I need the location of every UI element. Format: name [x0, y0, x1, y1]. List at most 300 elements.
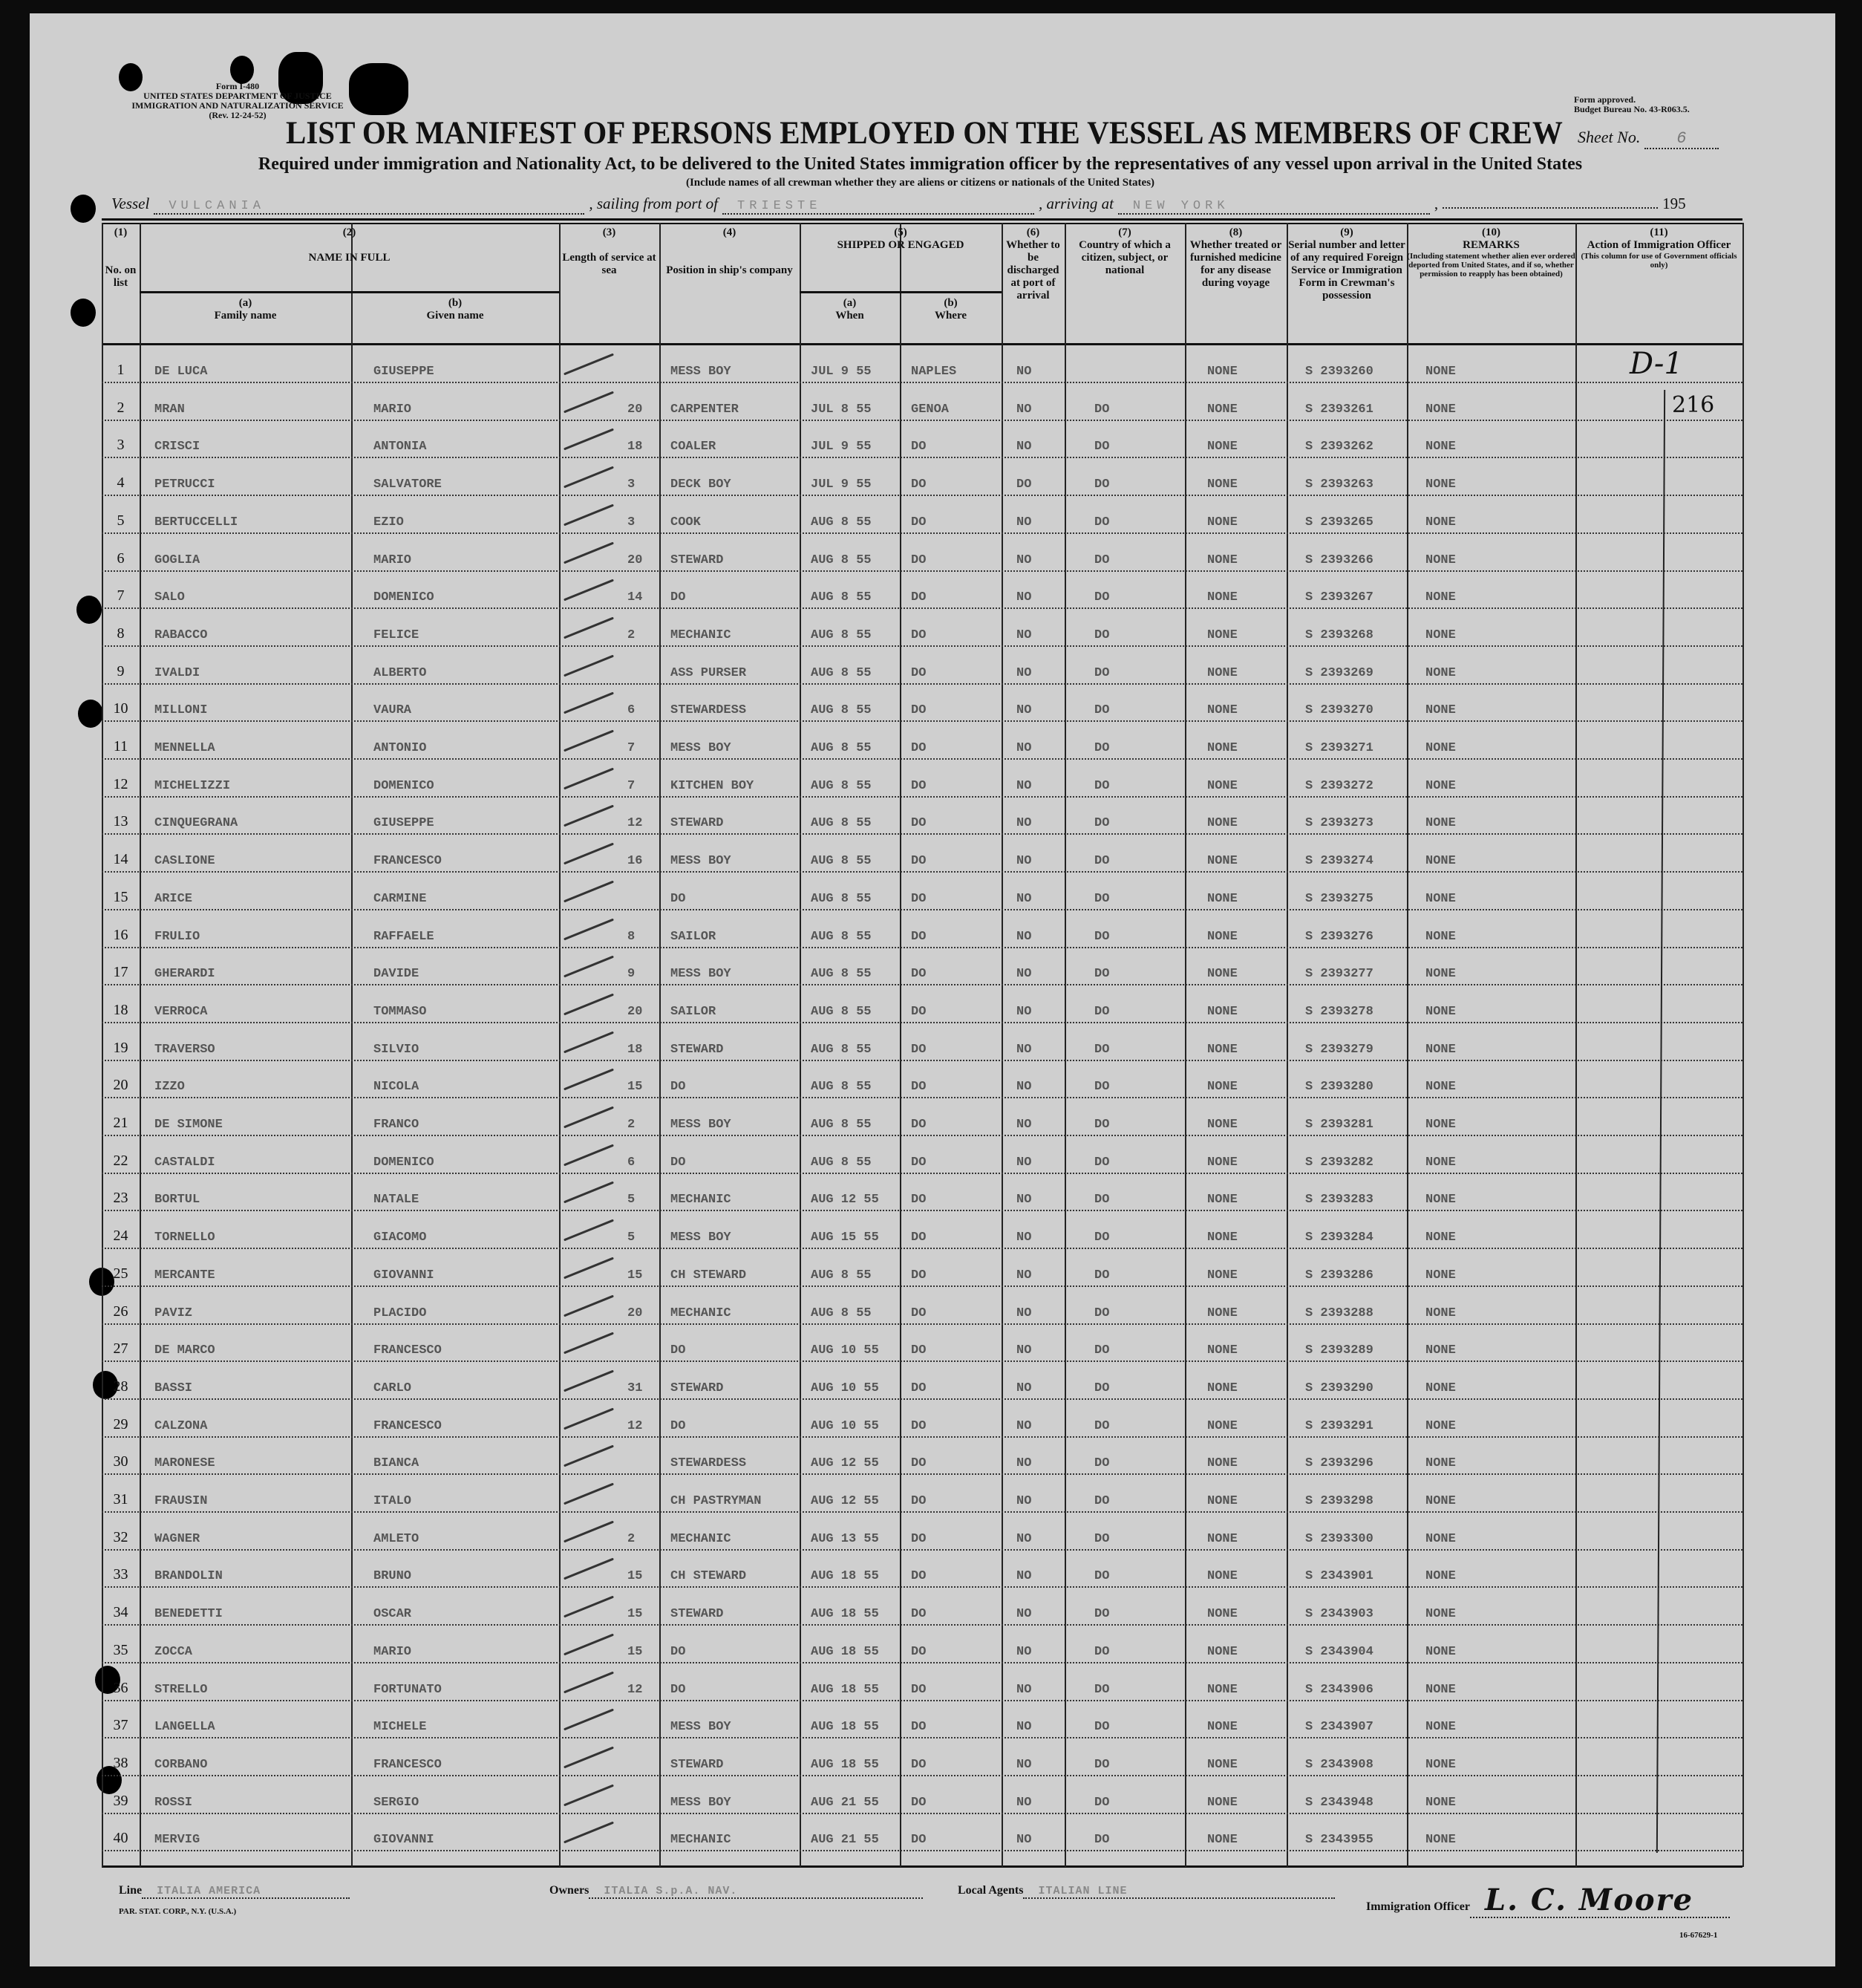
shipped-when: AUG 12 55: [811, 1193, 879, 1208]
discharged: NO: [1016, 1231, 1032, 1245]
shipped-where: DO: [911, 1644, 927, 1659]
column-header: [102, 226, 140, 290]
position: CH STEWARD: [670, 1569, 747, 1584]
discharged: NO: [1016, 553, 1032, 567]
family-name: MILLONI: [154, 703, 208, 718]
family-name: TORNELLO: [154, 1231, 215, 1245]
remarks: NONE: [1425, 1080, 1456, 1095]
medicine: NONE: [1207, 1757, 1238, 1772]
position: MESS BOY: [670, 967, 731, 982]
shipped-when: AUG 8 55: [811, 778, 872, 793]
medicine: NONE: [1207, 703, 1238, 718]
length-of-service: 6: [627, 1155, 636, 1170]
budget-number: Budget Bureau No. 43-R063.5.: [1574, 104, 1690, 114]
pencil-check-mark: [564, 956, 614, 978]
length-of-service: 9: [627, 967, 636, 982]
discharged: NO: [1016, 854, 1032, 869]
shipped-when: AUG 18 55: [811, 1682, 879, 1697]
medicine: NONE: [1207, 553, 1238, 567]
discharged: NO: [1016, 778, 1032, 793]
column-header: [659, 226, 800, 277]
country: DO: [1094, 1456, 1110, 1471]
country: DO: [1094, 1757, 1110, 1772]
row-number: 35: [113, 1641, 128, 1658]
divider: [102, 223, 1742, 224]
col-number: (5): [894, 226, 907, 238]
printer-imprint: PAR. STAT. CORP., N.Y. (U.S.A.): [119, 1907, 237, 1916]
length-of-service: 15: [627, 1268, 643, 1283]
table-row: [102, 647, 1742, 685]
shipped-where: DO: [911, 1795, 927, 1810]
country: DO: [1094, 1795, 1110, 1810]
row-number: 4: [117, 475, 125, 492]
divider: [102, 218, 1742, 221]
row-number: 26: [113, 1303, 128, 1320]
position: ASS PURSER: [670, 665, 747, 680]
pencil-check-mark: [564, 843, 614, 865]
shipped-when: AUG 18 55: [811, 1607, 879, 1622]
family-name: GHERARDI: [154, 967, 215, 982]
given-name: FRANCESCO: [373, 1343, 442, 1358]
table-row: [102, 1136, 1742, 1174]
column-header: [1065, 226, 1185, 277]
shipped-where: DO: [911, 1004, 927, 1019]
shipped-where: DO: [911, 1306, 927, 1320]
family-name: DE MARCO: [154, 1343, 215, 1358]
subtitle: Required under immigration and Nationality Act, to be delivered to the United States immigration officer by the representatives of any vessel upon arrival in the United States: [258, 154, 1583, 174]
pencil-check-mark: [564, 1294, 614, 1317]
discharged: NO: [1016, 1080, 1032, 1095]
given-name: BRUNO: [373, 1569, 412, 1584]
medicine: NONE: [1207, 1155, 1238, 1170]
shipped-when: AUG 8 55: [811, 553, 872, 567]
shipped-when: AUG 15 55: [811, 1231, 879, 1245]
shipped-where: DO: [911, 1531, 927, 1546]
length-of-service: 15: [627, 1080, 643, 1095]
country: DO: [1094, 1343, 1110, 1358]
position: DECK BOY: [670, 478, 731, 492]
serial-number: S 2393286: [1305, 1268, 1373, 1283]
pencil-check-mark: [564, 1219, 614, 1242]
shipped-when: AUG 8 55: [811, 1306, 872, 1320]
shipped-where: DO: [911, 703, 927, 718]
column-header: [1575, 226, 1742, 270]
shipped-when: JUL 8 55: [811, 402, 872, 417]
pencil-check-mark: [564, 1144, 614, 1166]
medicine: NONE: [1207, 891, 1238, 906]
row-number: 16: [113, 926, 128, 943]
discharged: NO: [1016, 402, 1032, 417]
given-name: MARIO: [373, 402, 412, 417]
col-number: (b): [448, 297, 463, 309]
table-row: [102, 1173, 1742, 1211]
medicine: NONE: [1207, 515, 1238, 529]
discharged: NO: [1016, 1268, 1032, 1283]
service: IMMIGRATION AND NATURALIZATION SERVICE: [131, 100, 344, 111]
family-name: BENEDETTI: [154, 1607, 223, 1622]
family-name: MARONESE: [154, 1456, 215, 1471]
remarks: NONE: [1425, 1381, 1456, 1395]
shipped-where: DO: [911, 1418, 927, 1433]
row-number: 3: [117, 437, 125, 454]
discharged: NO: [1016, 665, 1032, 680]
given-name: FELICE: [373, 628, 419, 642]
shipped-when: AUG 8 55: [811, 515, 872, 529]
family-name: BRANDOLIN: [154, 1569, 223, 1584]
column-header: [800, 226, 1002, 252]
divider: [140, 291, 559, 293]
pencil-check-mark: [564, 1596, 614, 1618]
pencil-check-mark: [564, 541, 614, 564]
row-number: 27: [113, 1340, 128, 1358]
row-number: 24: [113, 1228, 128, 1245]
agents-value: ITALIAN LINE: [1023, 1885, 1335, 1899]
serial-number: S 2393260: [1305, 365, 1373, 379]
discharged: NO: [1016, 628, 1032, 642]
position: STEWARD: [670, 1607, 724, 1622]
row-number: 38: [113, 1754, 128, 1771]
remarks: NONE: [1425, 553, 1456, 567]
given-name: DOMENICO: [373, 778, 434, 793]
column-divider: [1742, 223, 1744, 1867]
medicine: NONE: [1207, 440, 1238, 454]
discharged: NO: [1016, 1757, 1032, 1772]
year-label: 195: [1662, 195, 1686, 212]
country: DO: [1094, 1644, 1110, 1659]
col-text: Length of service at sea: [562, 252, 656, 276]
country: DO: [1094, 1268, 1110, 1283]
family-name: GOGLIA: [154, 553, 200, 567]
family-name: CRISCI: [154, 440, 200, 454]
table-row: [102, 910, 1742, 948]
discharged: NO: [1016, 1569, 1032, 1584]
pencil-check-mark: [564, 1822, 614, 1844]
remarks: NONE: [1425, 1418, 1456, 1433]
pencil-check-mark: [564, 617, 614, 639]
position: STEWARD: [670, 1757, 724, 1772]
divider: [800, 291, 1002, 293]
table-row: [102, 1813, 1742, 1851]
discharged: NO: [1016, 1833, 1032, 1848]
col-number: (6): [1026, 226, 1040, 238]
page-number: 216: [1672, 392, 1715, 418]
table-row: [102, 1324, 1742, 1362]
position: DO: [670, 1644, 686, 1659]
divider: [102, 1865, 1742, 1868]
pencil-check-mark: [564, 1633, 614, 1655]
shipped-where: DO: [911, 741, 927, 755]
remarks: NONE: [1425, 1644, 1456, 1659]
family-name: SALO: [154, 590, 185, 605]
form-approval: [1574, 95, 1690, 114]
shipped-where: DO: [911, 1080, 927, 1095]
table-row: [102, 1023, 1742, 1061]
shipped-where: DO: [911, 778, 927, 793]
position: STEWARD: [670, 1381, 724, 1395]
medicine: NONE: [1207, 1494, 1238, 1508]
medicine: NONE: [1207, 1231, 1238, 1245]
country: DO: [1094, 1682, 1110, 1697]
discharged: NO: [1016, 1343, 1032, 1358]
col-number: (b): [944, 297, 958, 309]
table-row: [102, 1626, 1742, 1663]
pencil-check-mark: [564, 503, 614, 526]
shipped-when: JUL 9 55: [811, 365, 872, 379]
length-of-service: 8: [627, 929, 636, 944]
length-of-service: 31: [627, 1381, 643, 1395]
serial-number: S 2393278: [1305, 1004, 1373, 1019]
given-name: FRANCESCO: [373, 854, 442, 869]
pencil-check-mark: [564, 918, 614, 940]
given-name: FRANCO: [373, 1118, 419, 1132]
discharged: NO: [1016, 1607, 1032, 1622]
shipped-when: AUG 8 55: [811, 1080, 872, 1095]
remarks: NONE: [1425, 1494, 1456, 1508]
family-name: TRAVERSO: [154, 1042, 215, 1057]
country: DO: [1094, 703, 1110, 718]
col-number: (11): [1650, 226, 1668, 238]
given-name: FORTUNATO: [373, 1682, 442, 1697]
table-row: [102, 1249, 1742, 1287]
shipped-where: DO: [911, 590, 927, 605]
sheet-value: 6: [1644, 129, 1719, 149]
position: KITCHEN BOY: [670, 778, 754, 793]
country: DO: [1094, 1042, 1110, 1057]
shipped-where: DO: [911, 1193, 927, 1208]
officer-label: Immigration Officer: [1366, 1900, 1470, 1913]
col-number: (a): [238, 297, 252, 309]
row-number: 11: [113, 738, 128, 755]
length-of-service: 6: [627, 703, 636, 718]
table-row: [102, 1663, 1742, 1701]
shipped-where: DO: [911, 1231, 927, 1245]
position: MESS BOY: [670, 741, 731, 755]
shipped-where: DO: [911, 1155, 927, 1170]
line-label: Line: [119, 1884, 143, 1897]
discharged: NO: [1016, 929, 1032, 944]
approved-text: Form approved.: [1574, 94, 1636, 105]
shipped-where: DO: [911, 1833, 927, 1848]
remarks: NONE: [1425, 1268, 1456, 1283]
discharged: DO: [1016, 478, 1032, 492]
serial-number: S 2393296: [1305, 1456, 1373, 1471]
country: DO: [1094, 628, 1110, 642]
row-number: 9: [117, 662, 125, 679]
serial-number: S 2393277: [1305, 967, 1373, 982]
remarks: NONE: [1425, 1682, 1456, 1697]
pencil-check-mark: [564, 1747, 614, 1769]
country: DO: [1094, 967, 1110, 982]
family-name: MERVIG: [154, 1833, 200, 1848]
medicine: NONE: [1207, 402, 1238, 417]
table-row: [102, 383, 1742, 421]
length-of-service: 15: [627, 1644, 643, 1659]
shipped-where: DO: [911, 967, 927, 982]
given-name: FRANCESCO: [373, 1418, 442, 1433]
family-name: DE SIMONE: [154, 1118, 223, 1132]
sheet-label: Sheet No.: [1578, 128, 1641, 146]
column-header: [140, 226, 559, 264]
shipped-where: DO: [911, 478, 927, 492]
given-name: PLACIDO: [373, 1306, 427, 1320]
col-text: SHIPPED OR ENGAGED: [837, 239, 964, 251]
country: DO: [1094, 816, 1110, 831]
row-number: 1: [117, 362, 125, 378]
medicine: NONE: [1207, 1004, 1238, 1019]
medicine: NONE: [1207, 816, 1238, 831]
remarks: NONE: [1425, 816, 1456, 831]
position: DO: [670, 1682, 686, 1697]
row-number: 23: [113, 1190, 128, 1207]
given-name: GIACOMO: [373, 1231, 427, 1245]
shipped-where: DO: [911, 1494, 927, 1508]
length-of-service: 20: [627, 402, 643, 417]
table-row: [102, 1437, 1742, 1475]
row-number: 33: [113, 1566, 128, 1583]
medicine: NONE: [1207, 778, 1238, 793]
family-name: BERTUCCELLI: [154, 515, 238, 529]
discharged: NO: [1016, 1155, 1032, 1170]
table-row: [102, 420, 1742, 458]
col-note: (Including statement whether alien ever ordered deported from United States, and if so, whether permission to reapply has been obtained): [1407, 252, 1575, 278]
given-name: OSCAR: [373, 1607, 412, 1622]
row-number: 5: [117, 512, 125, 529]
row-number: 40: [113, 1830, 128, 1847]
serial-number: S 2393300: [1305, 1531, 1373, 1546]
shipped-when: AUG 12 55: [811, 1456, 879, 1471]
table-row: [102, 684, 1742, 722]
shipped-where: DO: [911, 665, 927, 680]
col-number: (a): [843, 297, 857, 309]
position: STEWARD: [670, 816, 724, 831]
position: DO: [670, 891, 686, 906]
position: STEWARDESS: [670, 1456, 747, 1471]
family-name: BORTUL: [154, 1193, 200, 1208]
position: SAILOR: [670, 929, 716, 944]
remarks: NONE: [1425, 402, 1456, 417]
remarks: NONE: [1425, 365, 1456, 379]
shipped-where: DO: [911, 1118, 927, 1132]
pencil-check-mark: [564, 805, 614, 827]
serial-number: S 2393269: [1305, 665, 1373, 680]
col-number: (3): [602, 226, 616, 238]
punch-hole: [71, 299, 96, 327]
row-number: 28: [113, 1378, 128, 1395]
form-number: Form I-480: [215, 81, 260, 91]
country: DO: [1094, 1607, 1110, 1622]
shipped-where: DO: [911, 1456, 927, 1471]
shipped-when: AUG 8 55: [811, 967, 872, 982]
position: MESS BOY: [670, 365, 731, 379]
pencil-check-mark: [564, 1107, 614, 1129]
table-row: [102, 1701, 1742, 1738]
length-of-service: 12: [627, 816, 643, 831]
serial-number: S 2393274: [1305, 854, 1373, 869]
family-name: ZOCCA: [154, 1644, 193, 1659]
discharged: NO: [1016, 1418, 1032, 1433]
family-name: CASTALDI: [154, 1155, 215, 1170]
serial-number: S 2393291: [1305, 1418, 1373, 1433]
remarks: NONE: [1425, 1757, 1456, 1772]
medicine: NONE: [1207, 590, 1238, 605]
serial-number: S 2393266: [1305, 553, 1373, 567]
col-number: (10): [1482, 226, 1500, 238]
family-name: LANGELLA: [154, 1720, 215, 1735]
column-header: [140, 297, 351, 322]
column-header: [900, 297, 1002, 322]
discharged: NO: [1016, 1042, 1032, 1057]
remarks: NONE: [1425, 1042, 1456, 1057]
serial-number: S 2343906: [1305, 1682, 1373, 1697]
length-of-service: 3: [627, 478, 636, 492]
serial-number: S 2393273: [1305, 816, 1373, 831]
family-name: VERROCA: [154, 1004, 208, 1019]
length-of-service: 12: [627, 1682, 643, 1697]
discharged: NO: [1016, 1720, 1032, 1735]
country: DO: [1094, 1381, 1110, 1395]
pencil-check-mark: [564, 1257, 614, 1279]
row-number: 22: [113, 1152, 128, 1169]
table-row: [102, 1475, 1742, 1513]
discharged: NO: [1016, 1004, 1032, 1019]
serial-number: S 2343948: [1305, 1795, 1373, 1810]
serial-number: S 2393270: [1305, 703, 1373, 718]
form-code: 16-67629-1: [1679, 1931, 1718, 1940]
shipped-when: AUG 8 55: [811, 1004, 872, 1019]
officer-signature: L. C. Moore: [1470, 1884, 1730, 1918]
col-number: (4): [722, 226, 736, 238]
remarks: NONE: [1425, 778, 1456, 793]
given-name: SALVATORE: [373, 478, 442, 492]
position: STEWARD: [670, 1042, 724, 1057]
medicine: NONE: [1207, 1042, 1238, 1057]
medicine: NONE: [1207, 1456, 1238, 1471]
country: DO: [1094, 665, 1110, 680]
position: MECHANIC: [670, 1193, 731, 1208]
position: CH PASTRYMAN: [670, 1494, 762, 1508]
column-header: [800, 297, 900, 322]
position: CH STEWARD: [670, 1268, 747, 1283]
column-header: [1287, 226, 1407, 302]
remarks: NONE: [1425, 703, 1456, 718]
country: DO: [1094, 1306, 1110, 1320]
pencil-check-mark: [564, 1069, 614, 1091]
row-number: 30: [113, 1453, 128, 1470]
remarks: NONE: [1425, 1193, 1456, 1208]
shipped-when: AUG 12 55: [811, 1494, 879, 1508]
country: DO: [1094, 1418, 1110, 1433]
shipped-when: JUL 9 55: [811, 440, 872, 454]
country: DO: [1094, 590, 1110, 605]
country: DO: [1094, 1155, 1110, 1170]
country: DO: [1094, 1531, 1110, 1546]
remarks: NONE: [1425, 1456, 1456, 1471]
length-of-service: 5: [627, 1193, 636, 1208]
row-number: 19: [113, 1039, 128, 1056]
table-row: [102, 1060, 1742, 1098]
family-name: IVALDI: [154, 665, 200, 680]
remarks: NONE: [1425, 741, 1456, 755]
agents-field: [958, 1884, 1335, 1899]
family-name: MRAN: [154, 402, 185, 417]
row-number: 15: [113, 888, 128, 905]
serial-number: S 2393282: [1305, 1155, 1373, 1170]
discharged: NO: [1016, 816, 1032, 831]
position: DO: [670, 1343, 686, 1358]
punch-hole: [78, 700, 103, 728]
country: DO: [1094, 891, 1110, 906]
pencil-check-mark: [564, 1445, 614, 1467]
